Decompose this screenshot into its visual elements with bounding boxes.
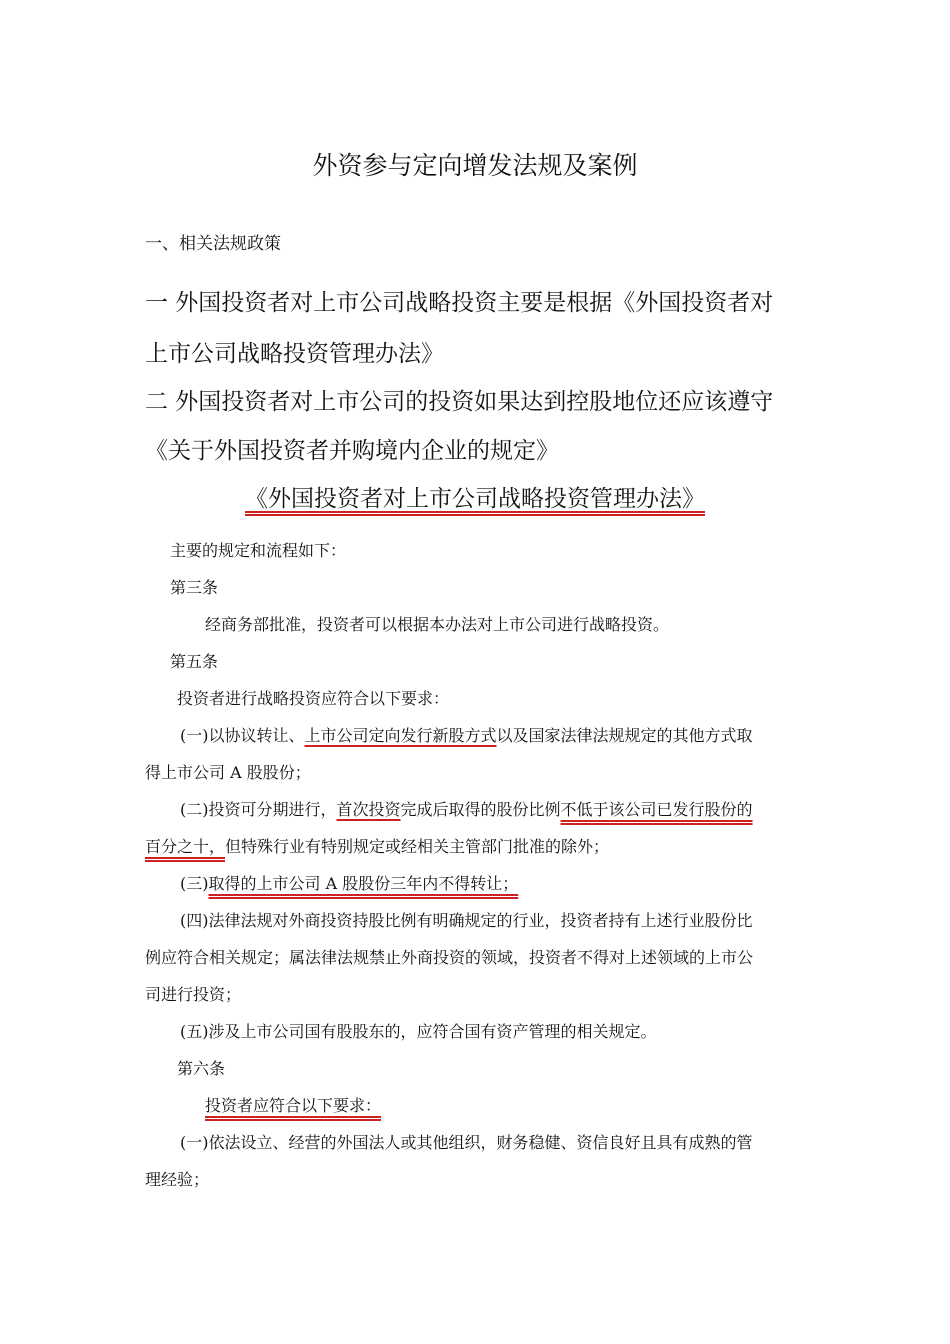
article-5-item-2-pre: (二)投资可分期进行， — [180, 800, 337, 819]
article-5-item-4-line-1: (四)法律法规对外商投资持股比例有明确规定的行业，投资者持有上述行业股份比 — [180, 911, 753, 930]
article-5-item-3-highlight: 取得的上市公司 A 股股份三年内不得转让； — [208, 874, 519, 893]
point-2-line-2: 《关于外国投资者并购境内企业的规定》 — [145, 438, 559, 464]
article-5-lead: 投资者进行战略投资应符合以下要求： — [177, 689, 450, 708]
article-3-text: 经商务部批准，投资者可以根据本办法对上市公司进行战略投资。 — [205, 615, 670, 634]
section-heading: 一、相关法规政策 — [145, 234, 281, 254]
article-5-item-4-line-3: 司进行投资； — [145, 985, 242, 1004]
regulation-title-text: 《外国投资者对上市公司战略投资管理办法》 — [245, 486, 705, 512]
article-6-label: 第六条 — [177, 1059, 226, 1078]
article-6-item-1-line-2: 理经验； — [145, 1170, 210, 1189]
article-3-label: 第三条 — [170, 578, 219, 597]
article-5-item-2-highlight-3: 百分之十， — [145, 837, 226, 856]
point-1-line-2: 上市公司战略投资管理办法》 — [145, 341, 444, 367]
article-5-item-3 — [180, 871, 518, 894]
intro-text: 主要的规定和流程如下： — [170, 541, 347, 560]
article-5-item-1-pre: (一)以协议转让、 — [180, 726, 305, 745]
article-5-item-2-highlight-1: 首次投资 — [336, 800, 401, 819]
article-5-item-1-line-2: 得上市公司 A 股股份； — [145, 763, 311, 782]
article-5-item-2-line-2 — [145, 834, 609, 857]
article-6-lead-highlight: 投资者应符合以下要求： — [205, 1096, 382, 1115]
article-5-item-2-highlight-2: 不低于该公司已发行股份的 — [560, 800, 753, 819]
article-5-item-2-line-1 — [180, 797, 753, 820]
article-5-label: 第五条 — [170, 652, 219, 671]
article-5-item-4-line-2: 例应符合相关规定；属法律法规禁止外商投资的领域，投资者不得对上述领域的上市公 — [145, 948, 754, 967]
article-5-item-2-post: 但特殊行业有特别规定或经相关主管部门批准的除外； — [225, 837, 610, 856]
article-5-item-3-pre: (三) — [180, 874, 209, 893]
article-6-item-1-line-1: (一)依法设立、经营的外国法人或其他组织，财务稳健、资信良好且具有成熟的管 — [180, 1133, 753, 1152]
point-1-line-1: 一 外国投资者对上市公司战略投资主要是根据《外国投资者对 — [145, 290, 774, 316]
article-5-item-2-mid: 完成后取得的股份比例 — [400, 800, 561, 819]
point-2-line-1: 二 外国投资者对上市公司的投资如果达到控股地位还应该遵守 — [145, 389, 774, 415]
article-5-item-1-line-1 — [180, 723, 753, 746]
article-5-item-1-post: 以及国家法律法规规定的其他方式取 — [496, 726, 753, 745]
article-5-item-1-highlight: 上市公司定向发行新股方式 — [304, 726, 497, 745]
article-6-lead — [205, 1093, 381, 1116]
regulation-title — [0, 480, 950, 513]
article-5-item-5: (五)涉及上市公司国有股股东的，应符合国有资产管理的相关规定。 — [180, 1022, 657, 1041]
document-title: 外资参与定向增发法规及案例 — [312, 151, 638, 180]
